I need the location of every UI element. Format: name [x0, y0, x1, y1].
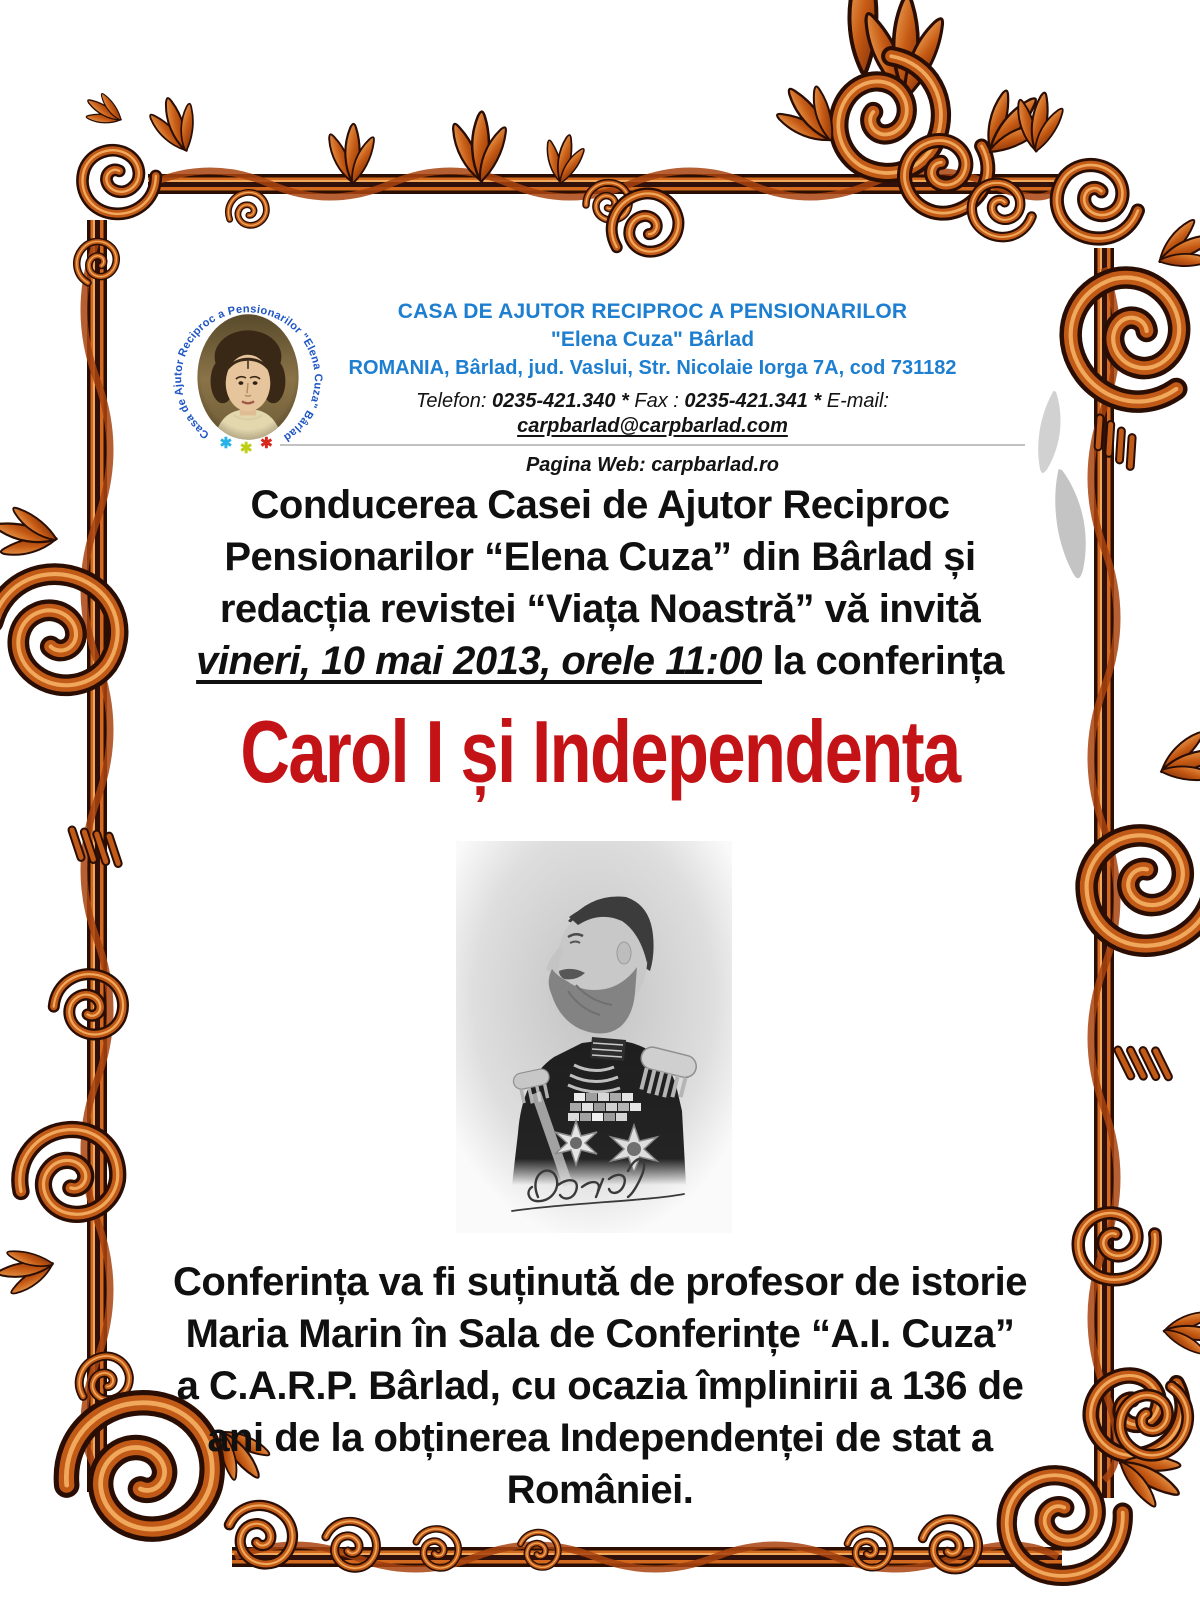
footer-line: României.: [506, 1468, 694, 1512]
invitation-line: redacția revistei “Viața Noastră” vă invită: [219, 587, 981, 631]
separator-star: *: [615, 390, 635, 412]
invitation-line: Conducerea Casei de Ajutor Reciproc: [250, 483, 950, 527]
conference-title: Carol I și Independența: [240, 702, 960, 801]
footer-line: Maria Marin în Sala de Conferințe “A.I. Cuza”: [185, 1312, 1015, 1356]
footer-paragraph: [0, 1256, 1200, 1516]
web-address: carpbarlad.ro: [651, 454, 780, 476]
web-line: [280, 454, 1025, 477]
telefon-label: Telefon:: [416, 390, 493, 412]
logo-star-green: ✱: [239, 439, 253, 457]
frame-corner-ornament: [1046, 156, 1200, 476]
fax-number: 0235-421.341: [684, 390, 808, 412]
invitation-line: Pensionarilor “Elena Cuza” din Bârlad și: [224, 535, 976, 579]
invitation-line: [0, 635, 1200, 687]
event-datetime: vineri, 10 mai 2013, orele 11:00: [196, 639, 762, 683]
web-label: Pagina Web:: [525, 454, 652, 476]
carol-i-portrait-photo: [456, 841, 732, 1233]
logo-star-cyan: ✱: [219, 434, 233, 452]
footer-line: ani de la obținerea Independenței de stat a: [207, 1416, 993, 1460]
separator-star: *: [807, 390, 827, 412]
invitation-paragraph: [0, 479, 1200, 687]
org-address: ROMANIA, Bârlad, jud. Vaslui, Str. Nicolaie Iorga 7A, cod 731182: [348, 357, 957, 379]
invitation-line-rest: la conferința: [761, 639, 1004, 683]
org-branch: "Elena Cuza" Bârlad: [550, 328, 755, 351]
org-name: CASA DE AJUTOR RECIPROC A PENSIONARILOR: [397, 300, 908, 323]
footer-line: Conferința va fi suținută de profesor de istorie: [173, 1260, 1027, 1304]
telefon-number: 0235-421.340: [492, 390, 616, 412]
frame-top-ornaments: [223, 0, 1069, 268]
email-label: E-mail:: [826, 390, 889, 412]
footer-line: a C.A.R.P. Bârlad, cu ocazia împlinirii a 136 de: [176, 1364, 1024, 1408]
logo-star-red: ✱: [260, 434, 273, 452]
fax-label: Fax :: [634, 390, 685, 412]
logo-ring-text: Casa de Ajutor Reciproc a Pensionarilor "Elena Cuza" Bârlad: [172, 303, 324, 444]
contact-line: [280, 389, 1025, 446]
email-address: carpbarlad@carpbarlad.com: [517, 415, 788, 437]
letterhead: [280, 298, 1025, 477]
